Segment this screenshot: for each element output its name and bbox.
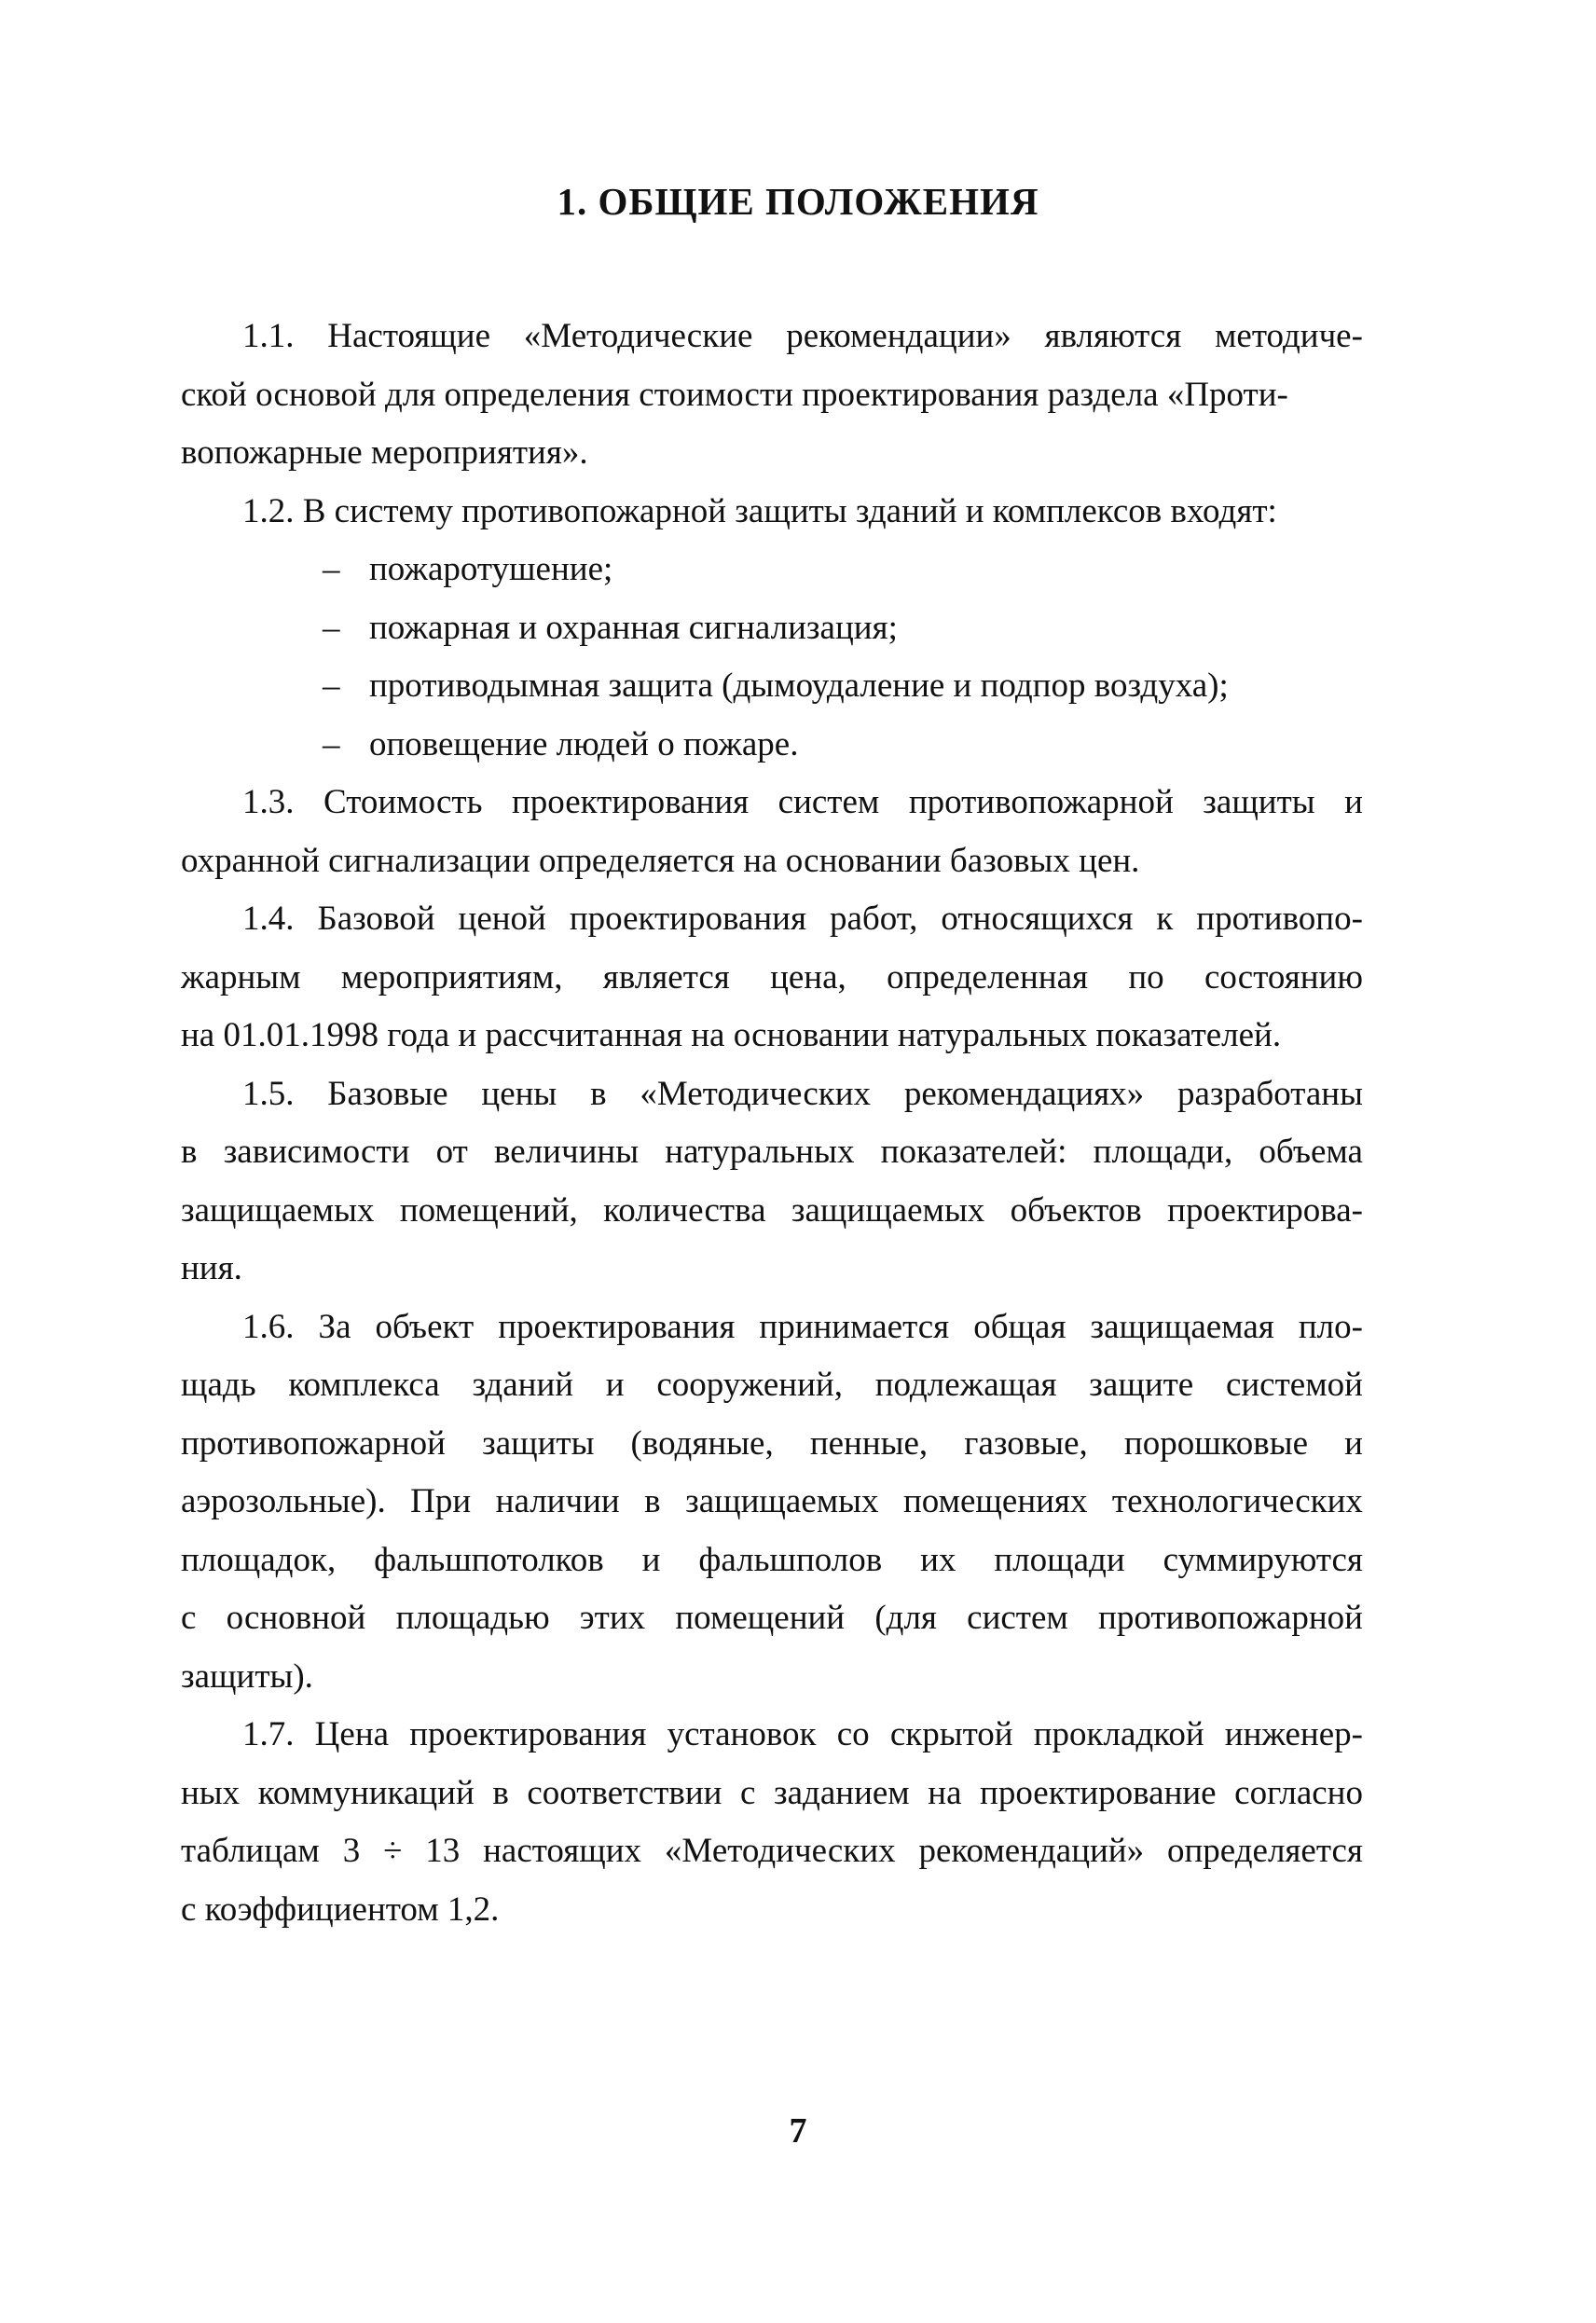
word: показателей:: [880, 1133, 1067, 1171]
justified-line: [181, 1706, 1363, 1765]
dash-bullet: –: [323, 667, 340, 705]
word: инженер-: [1224, 1715, 1363, 1753]
word: газовые,: [964, 1423, 1088, 1463]
word: комплекса: [288, 1366, 440, 1404]
word: в: [590, 1074, 607, 1113]
justified-line: [181, 1822, 1363, 1881]
word: заданием: [773, 1773, 910, 1812]
word: «Методические: [523, 317, 753, 355]
list-item-text: пожаротушение;: [369, 550, 613, 588]
word: разработаны: [1176, 1074, 1363, 1113]
word: площадью: [395, 1599, 550, 1637]
word: сооружений,: [656, 1366, 843, 1404]
justified-line: [181, 1589, 1363, 1648]
word: проектирова-: [1167, 1190, 1363, 1230]
word: зданий: [472, 1366, 574, 1404]
justified-line: [181, 1765, 1363, 1823]
word: их: [920, 1540, 956, 1579]
word: по: [1128, 957, 1164, 997]
word: защите: [1089, 1366, 1194, 1404]
word: щадь: [181, 1366, 256, 1404]
word: настоящих: [483, 1832, 642, 1870]
word: противопожарной: [181, 1423, 446, 1463]
justified-line: [181, 890, 1363, 949]
word: мероприятиям,: [340, 957, 563, 997]
word: ÷: [383, 1832, 403, 1870]
justified-line: [181, 1415, 1363, 1474]
list-item: [181, 716, 1363, 775]
word: систем: [777, 783, 880, 821]
systems-list: [181, 541, 1363, 774]
word: Цена: [314, 1715, 390, 1753]
word: (водяные,: [630, 1423, 774, 1463]
dash-bullet: –: [323, 724, 340, 763]
list-item-text: противодымная защита (дымоудаление и подпор воздуха);: [369, 667, 1229, 705]
word: со: [836, 1715, 870, 1753]
text-line: ния.: [181, 1249, 242, 1287]
list-item: [181, 657, 1363, 716]
word: натуральных: [665, 1133, 855, 1171]
word: аэрозольные).: [181, 1482, 386, 1520]
list-item: [181, 541, 1363, 599]
word: проектирование: [980, 1773, 1217, 1812]
word: помещений,: [399, 1190, 578, 1230]
word: порошковые: [1123, 1423, 1309, 1463]
word: общая: [973, 1307, 1066, 1346]
word: скрытой: [889, 1715, 1013, 1753]
text-line: на 01.01.1998 года и рассчитанная на основании натуральных показателей.: [181, 1016, 1282, 1054]
word: площадок,: [181, 1540, 337, 1579]
word: является: [602, 957, 730, 997]
word: в: [492, 1773, 509, 1812]
justified-line: [181, 1356, 1363, 1415]
word: с: [740, 1773, 756, 1812]
word: от: [435, 1133, 468, 1171]
word: состоянию: [1204, 957, 1363, 997]
word: «Методических: [664, 1832, 896, 1870]
justified-line: [181, 1065, 1363, 1124]
word: проектирования: [511, 783, 750, 821]
word: зависимости: [223, 1133, 410, 1171]
word: противопожарной: [908, 783, 1174, 821]
word: объектов: [1010, 1190, 1142, 1230]
word: «Методических: [640, 1074, 872, 1113]
list-item-text: оповещение людей о пожаре.: [369, 724, 799, 763]
word: рекомендации»: [786, 317, 1011, 355]
word: 1.1.: [242, 317, 295, 355]
word: и: [605, 1366, 625, 1404]
dash-bullet: –: [323, 608, 340, 647]
dash-bullet: –: [323, 550, 340, 588]
word: (для: [874, 1599, 937, 1637]
word: установок: [667, 1715, 817, 1753]
text-line: защиты).: [181, 1656, 313, 1696]
justified-line: [181, 1473, 1363, 1532]
text-line: 1.2. В систему противопожарной защиты зданий и комплексов входят:: [242, 491, 1277, 530]
word: таблицам: [181, 1832, 320, 1870]
word: 1.3.: [242, 783, 295, 821]
word: Базовые: [327, 1074, 448, 1113]
word: проектирования: [498, 1307, 736, 1346]
word: прокладкой: [1033, 1715, 1204, 1753]
word: 1.6.: [242, 1307, 295, 1346]
word: проектирования: [569, 900, 806, 938]
word: площади,: [1093, 1133, 1233, 1171]
word: пенные,: [809, 1423, 929, 1463]
list-item: [181, 599, 1363, 658]
word: защищаемых: [685, 1482, 879, 1520]
word: ценой: [458, 900, 546, 938]
word: объект: [375, 1307, 475, 1346]
paragraph-1-2: [181, 483, 1363, 775]
word: соответствии: [527, 1773, 722, 1812]
word: защищаемых: [791, 1190, 985, 1230]
justified-line: [181, 1532, 1363, 1590]
word: защиты: [482, 1423, 595, 1463]
word: За: [318, 1307, 351, 1346]
body-text: [181, 308, 1363, 1939]
word: методиче-: [1215, 317, 1363, 355]
paragraph-1-3: [181, 774, 1363, 890]
justified-line: [181, 308, 1363, 366]
word: Стоимость: [323, 783, 483, 821]
justified-line: [181, 1182, 1363, 1241]
word: основной: [226, 1599, 366, 1637]
word: наличии: [495, 1482, 620, 1520]
word: защищаемая: [1090, 1307, 1274, 1346]
word: пло-: [1298, 1307, 1363, 1346]
word: 3: [342, 1832, 361, 1870]
paragraph-1-6: [181, 1299, 1363, 1707]
word: фальшполов: [698, 1540, 883, 1579]
word: принимается: [759, 1307, 950, 1346]
word: в: [181, 1133, 198, 1171]
list-item-text: пожарная и охранная сигнализация;: [369, 608, 898, 647]
word: рекомендаций»: [918, 1832, 1145, 1870]
word: количества: [603, 1190, 766, 1230]
word: 13: [425, 1832, 461, 1870]
word: помещениях: [902, 1482, 1088, 1520]
word: защищаемых: [181, 1190, 375, 1230]
section-title: 1. ОБЩИЕ ПОЛОЖЕНИЯ: [557, 180, 1039, 223]
word: жарным: [181, 957, 301, 997]
word: фальшпотолков: [374, 1540, 604, 1579]
word: работ,: [829, 900, 918, 938]
text-line: ской основой для определения стоимости проектирования раздела «Проти-: [181, 375, 1288, 414]
word: с: [181, 1599, 197, 1637]
word: на: [928, 1773, 962, 1812]
word: 1.4.: [242, 900, 295, 938]
word: суммируются: [1163, 1540, 1363, 1579]
paragraph-1-1: [181, 308, 1363, 483]
word: ных: [181, 1773, 241, 1812]
word: величины: [494, 1133, 640, 1171]
word: рекомендациях»: [903, 1074, 1145, 1113]
word: согласно: [1234, 1773, 1363, 1812]
word: проектирования: [409, 1715, 647, 1753]
word: определяется: [1166, 1832, 1363, 1870]
word: При: [410, 1482, 472, 1520]
word: цены: [481, 1074, 557, 1113]
word: помещений: [675, 1599, 846, 1637]
word: систем: [967, 1599, 1068, 1637]
word: цена,: [770, 957, 846, 997]
word: относящихся: [941, 900, 1134, 938]
paragraph-1-4: [181, 890, 1363, 1065]
word: противопожарной: [1098, 1599, 1363, 1637]
word: 1.5.: [242, 1074, 295, 1113]
justified-line: [181, 1299, 1363, 1357]
word: являются: [1044, 317, 1182, 355]
word: технологических: [1111, 1482, 1363, 1520]
word: защиты: [1203, 783, 1315, 821]
word: 1.7.: [242, 1715, 295, 1753]
word: и: [641, 1540, 661, 1579]
word: Базовой: [317, 900, 435, 938]
word: Настоящие: [327, 317, 491, 355]
word: противопо-: [1196, 900, 1363, 938]
justified-line: [181, 1123, 1363, 1182]
paragraph-1-5: [181, 1065, 1363, 1299]
word: к: [1156, 900, 1174, 938]
word: объема: [1259, 1133, 1363, 1171]
justified-line: [181, 949, 1363, 1008]
text-line: с коэффициентом 1,2.: [181, 1890, 500, 1929]
word: системой: [1225, 1366, 1363, 1404]
paragraph-1-7: [181, 1706, 1363, 1939]
text-line: охранной сигнализации определяется на основании базовых цен.: [181, 841, 1140, 880]
word: определенная: [887, 957, 1089, 997]
word: и: [1344, 783, 1363, 821]
text-line: вопожарные мероприятия».: [181, 433, 588, 472]
justified-line: [181, 774, 1363, 832]
word: в: [644, 1482, 661, 1520]
word: площади: [994, 1540, 1125, 1579]
word: этих: [579, 1599, 646, 1637]
word: подлежащая: [874, 1366, 1057, 1404]
word: коммуникаций: [257, 1773, 475, 1812]
word: и: [1344, 1423, 1363, 1463]
page-number: 7: [789, 2111, 807, 2151]
